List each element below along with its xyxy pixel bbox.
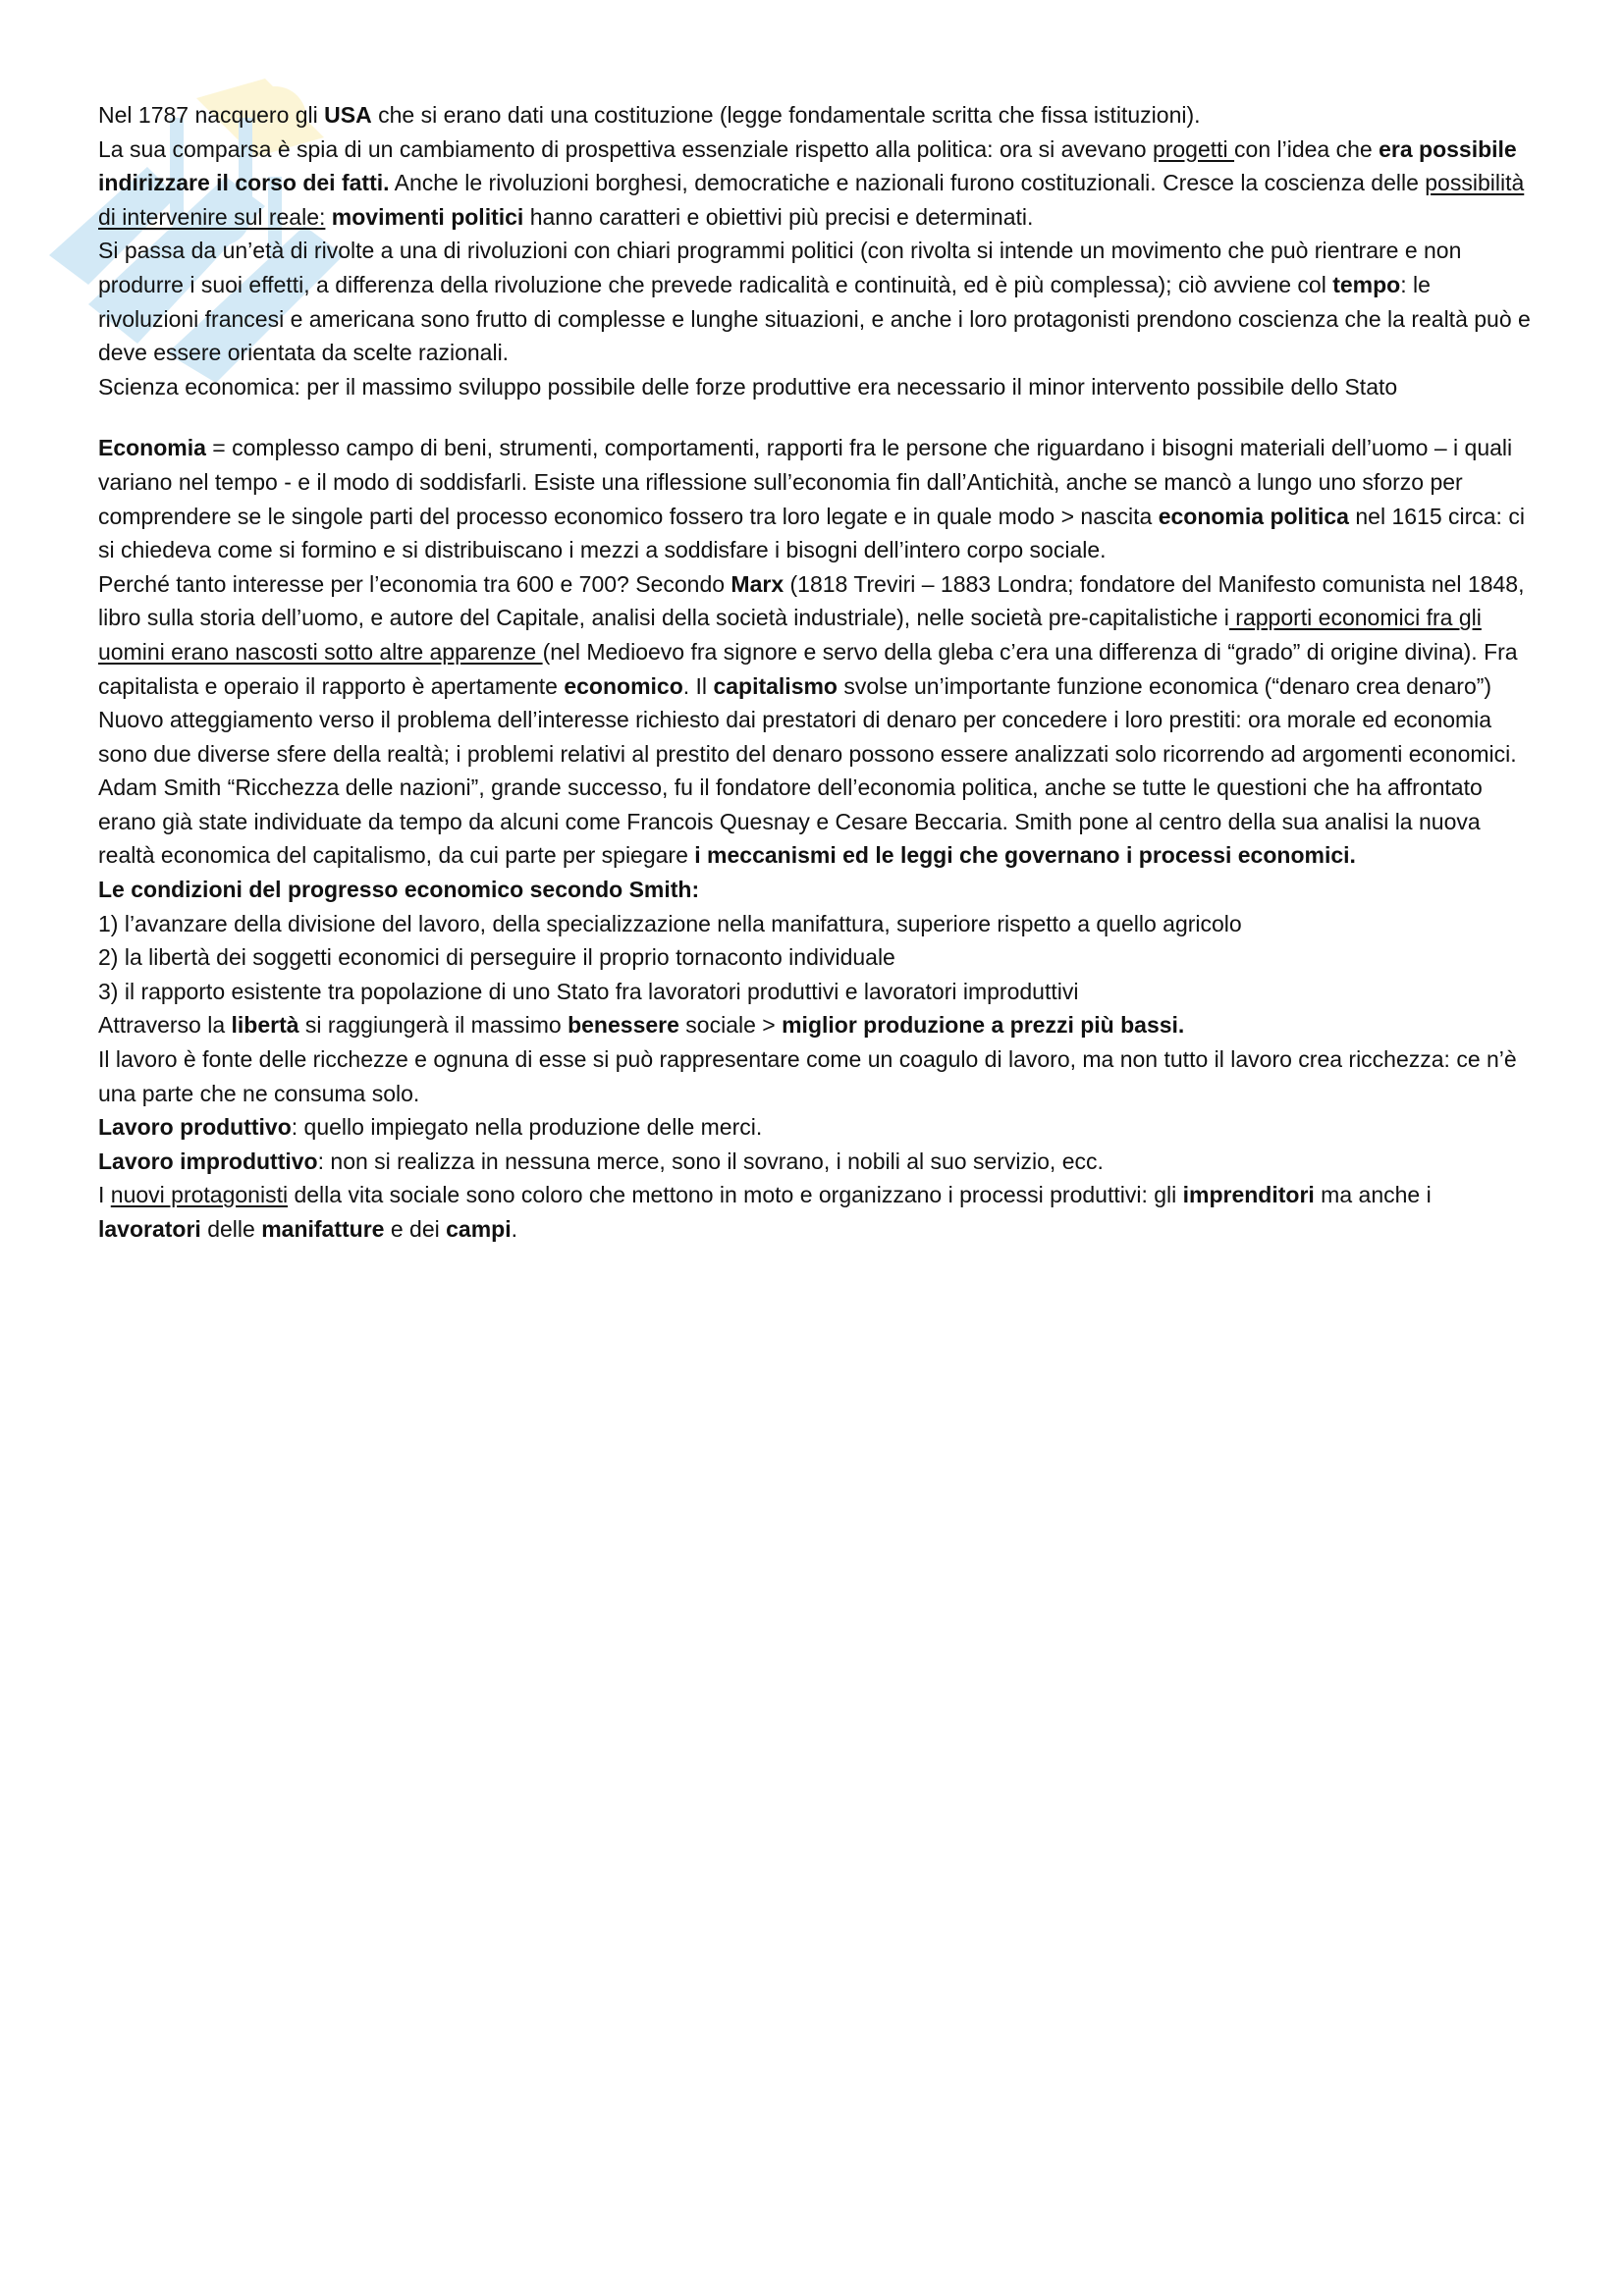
text-run: nel 1615 circa: ci si chiedeva come si formino e si distribuiscano i mezzi a soddisfare i bisogni dell’intero corpo sociale. [98, 503, 1525, 563]
paragraph [98, 1178, 1532, 1246]
paragraph [98, 234, 1532, 369]
text-run: = complesso campo di beni, strumenti, comportamenti, rapporti fra le persone che riguardano i bisogni materiali dell’uomo – i quali variano nel tempo - e il modo di soddisfarli. Esiste una riflessione sull’economia fin dall’Antichità, anche se mancò a lungo uno sforzo per comprendere se le singole parti del processo economico fossero tra loro legate e in quale modo > nascita [98, 435, 1513, 529]
bold-text: Lavoro improduttivo [98, 1148, 318, 1174]
paragraph [98, 703, 1532, 771]
bold-text: movimenti politici [331, 203, 524, 230]
bold-text: manifatture [261, 1216, 385, 1242]
paragraph [98, 567, 1532, 703]
bold-text: lavoratori [98, 1216, 201, 1242]
text-run: : non si realizza in nessuna merce, sono il sovrano, i nobili al suo servizio, ecc. [317, 1148, 1104, 1174]
paragraph [98, 873, 1532, 907]
text-run: si raggiungerà il massimo [298, 1012, 568, 1039]
bold-text: tempo [1332, 271, 1401, 297]
text-run: svolse un’importante funzione economica (“denaro crea denaro”) [837, 672, 1492, 699]
text-run: ma anche i [1314, 1182, 1432, 1208]
bold-text: economia politica [1158, 503, 1349, 529]
text-run: Nel 1787 nacquero gli [98, 102, 325, 128]
text-run: : quello impiegato nella produzione delle merci. [291, 1114, 763, 1141]
paragraph [98, 907, 1532, 941]
text-run: Scienza economica: per il massimo sviluppo possibile delle forze produttive era necessario il minor intervento possibile dello Stato [98, 373, 1398, 400]
paragraph [98, 133, 1532, 235]
text-run: Si passa da un’età di rivolte a una di rivoluzioni con chiari programmi politici (con rivolta si intende un movimento che può rientrare e non produrre i suoi effetti, a differenza della rivoluzione che prevede radicalità e continuità, ed è più complessa); ciò avviene col [98, 238, 1462, 297]
bold-text: capitalismo [713, 672, 838, 699]
underlined-text: nuovi protagonisti [110, 1182, 289, 1208]
bold-text: era possibile indirizzare il corso dei fatti. [98, 135, 1517, 196]
bold-text: campi [446, 1216, 512, 1242]
text-run: : le rivoluzioni francesi e americana sono frutto di complesse e lunghe situazioni, e anche i loro protagonisti prendono coscienza che la realtà può e deve essere orientata da scelte razionali. [98, 271, 1531, 366]
text-run: Nuovo atteggiamento verso il problema dell’interesse richiesto dai prestatori di denaro per concedere i loro prestiti: ora morale ed economia sono due diverse sfere della realtà; i problemi relativi al prestito del denaro possono essere analizzati solo ricorrendo ad argomenti economici. [98, 707, 1517, 767]
underlined-text: rapporti economici fra gli uomini erano nascosti sotto altre apparenze [98, 605, 1482, 665]
underlined-text: progetti [1152, 135, 1235, 162]
underlined-text: possibilità di intervenire sul reale: [98, 170, 1525, 230]
bold-text: Economia [98, 435, 206, 461]
bold-text: i meccanismi ed le leggi che governano i processi economici. [694, 842, 1356, 869]
paragraph [98, 431, 1532, 566]
text-run: La sua comparsa è spia di un cambiamento di prospettiva essenziale rispetto alla politica: ora si avevano [98, 135, 1153, 162]
text-run: (nel Medioevo fra signore e servo della gleba c’era una differenza di “grado” di origine divina). Fra capitalista e operaio il rapporto è apertamente [98, 638, 1518, 699]
text-run: delle [200, 1216, 262, 1242]
text-run: I [98, 1182, 111, 1208]
bold-text: imprenditori [1182, 1182, 1315, 1208]
bold-text: libertà [231, 1012, 299, 1039]
text-run: hanno caratteri e obiettivi più precisi e determinati. [523, 203, 1034, 230]
text-run: Adam Smith “Ricchezza delle nazioni”, grande successo, fu il fondatore dell’economia politica, anche se tutte le questioni che ha affrontato erano già state individuate da tempo da alcuni come Francois Quesnay e Cesare Beccaria. Smith pone al centro della sua analisi la nuova realtà economica del capitalismo, da cui parte per spiegare [98, 774, 1483, 869]
text-run: e dei [384, 1216, 447, 1242]
bold-text: Marx [730, 570, 784, 597]
paragraph [98, 1145, 1532, 1179]
text-run: 1) l’avanzare della divisione del lavoro, della specializzazione nella manifattura, superiore rispetto a quello agricolo [98, 910, 1242, 936]
text-run: (1818 Treviri – 1883 Londra; fondatore del Manifesto comunista nel 1848, libro sulla storia dell’uomo, e autore del Capitale, analisi della società industriale), nelle società pre-capitalistiche i [98, 570, 1525, 631]
text-run: 3) il rapporto esistente tra popolazione di uno Stato fra lavoratori produttivi e lavoratori improduttivi [98, 978, 1079, 1004]
bold-text: economico [564, 672, 683, 699]
text-run: della vita sociale sono coloro che mettono in moto e organizzano i processi produttivi: gli [288, 1182, 1183, 1208]
paragraph [98, 771, 1532, 873]
bold-text: Le condizioni del progresso economico secondo Smith: [98, 877, 700, 903]
paragraph [98, 1042, 1532, 1110]
text-run: . [511, 1216, 517, 1242]
document-page [98, 98, 1532, 1247]
paragraph [98, 1110, 1532, 1145]
bold-text: Lavoro produttivo [98, 1114, 292, 1141]
text-run: Anche le rivoluzioni borghesi, democratiche e nazionali furono costituzionali. Cresce la coscienza delle [389, 170, 1426, 196]
text-run: sociale > [678, 1012, 783, 1039]
bold-text: USA [324, 102, 372, 128]
text-run: Il lavoro è fonte delle ricchezze e ognuna di esse si può rappresentare come un coagulo di lavoro, ma non tutto il lavoro crea ricchezza: ce n’è una parte che ne consuma solo. [98, 1046, 1517, 1106]
text-run: con l’idea che [1234, 135, 1380, 162]
text-run: Perché tanto interesse per l’economia tra 600 e 700? Secondo [98, 570, 731, 597]
paragraph [98, 1008, 1532, 1042]
paragraph [98, 940, 1532, 975]
bold-text: miglior produzione a prezzi più bassi. [782, 1012, 1185, 1039]
bold-text: benessere [568, 1012, 679, 1039]
text-run: 2) la libertà dei soggetti economici di perseguire il proprio tornaconto individuale [98, 944, 895, 971]
text-run: Attraverso la [98, 1012, 232, 1039]
paragraph [98, 975, 1532, 1009]
paragraph [98, 98, 1532, 133]
text-run: . Il [682, 672, 714, 699]
paragraph [98, 370, 1532, 404]
text-run: che si erano dati una costituzione (legge fondamentale scritta che fissa istituzioni). [371, 102, 1201, 128]
